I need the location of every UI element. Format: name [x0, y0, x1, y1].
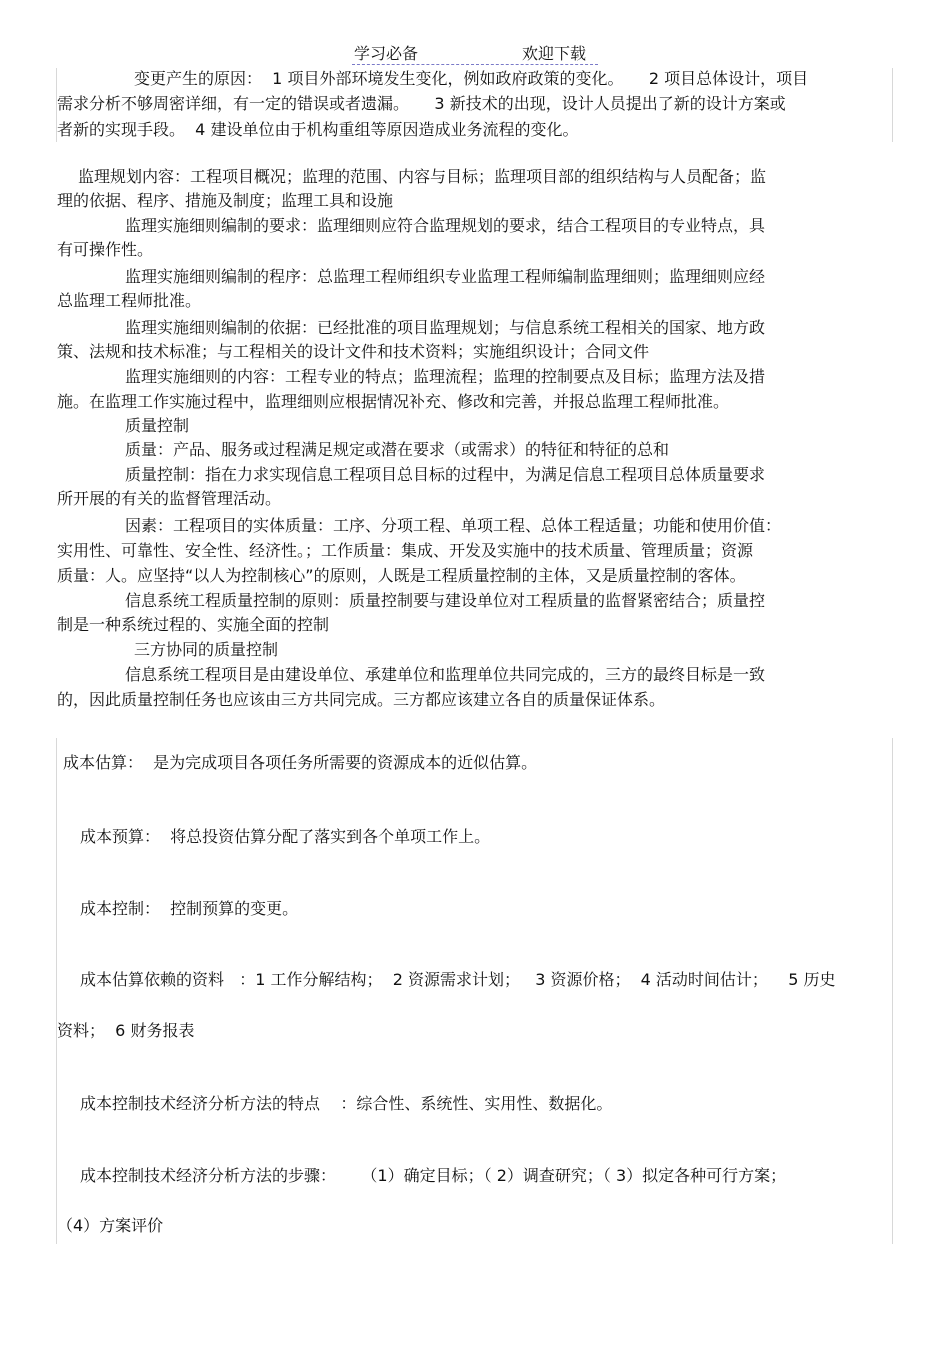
- text-line: 监理实施细则编制的依据：已经批准的项目监理规划；与信息系统工程相关的国家、地方政: [125, 318, 766, 337]
- frame-right-bottom: [892, 738, 893, 1244]
- section-heading: 质量控制: [125, 416, 190, 435]
- text-line: 监理实施细则的内容：工程专业的特点；监理流程；监理的控制要点及目标；监理方法及措: [125, 367, 766, 386]
- text-line: 施。在监理工作实施过程中，监理细则应根据情况补充、修改和完善，并报总监理工程师批准。: [57, 392, 730, 411]
- text-line: 质量：产品、服务或过程满足规定或潜在要求（或需求）的特征和特征的总和: [125, 440, 670, 459]
- header-divider: [352, 64, 598, 65]
- text-line: 质量：人。应坚持“以人为控制核心”的原则，人既是工程质量控制的主体，又是质量控制的客体。: [57, 566, 746, 585]
- text-line: 信息系统工程项目是由建设单位、承建单位和监理单位共同完成的，三方的最终目标是一致: [125, 665, 766, 684]
- section-heading: 三方协同的质量控制: [134, 640, 279, 659]
- header-right-text: 欢迎下载: [522, 44, 587, 63]
- text-line: 制是一种系统过程的、实施全面的控制: [57, 615, 330, 634]
- text-line: 总监理工程师批准。: [57, 291, 202, 310]
- text-line: 成本估算： 是为完成项目各项任务所需要的资源成本的近似估算。: [63, 753, 538, 772]
- text-line: 者新的实现手段。 4 建设单位由于机构重组等原因造成业务流程的变化。: [57, 120, 579, 139]
- text-line: 资料； 6 财务报表: [57, 1021, 195, 1040]
- page-header: [0, 41, 950, 67]
- text-line: 策、法规和技术标准；与工程相关的设计文件和技术资料；实施组织设计；合同文件: [57, 342, 650, 361]
- text-line: 成本控制技术经济分析方法的特点 ：综合性、系统性、实用性、数据化。: [80, 1094, 613, 1113]
- text-line: （4）方案评价: [57, 1216, 164, 1235]
- frame-right-top: [892, 68, 893, 142]
- text-line: 成本预算： 将总投资估算分配了落实到各个单项工作上。: [80, 827, 491, 846]
- text-line: 有可操作性。: [57, 240, 154, 259]
- text-line: 所开展的有关的监督管理活动。: [57, 489, 282, 508]
- text-line: 因素：工程项目的实体质量：工序、分项工程、单项工程、总体工程适量；功能和使用价值：: [125, 516, 782, 535]
- text-line: 监理规划内容：工程项目概况；监理的范围、内容与目标；监理项目部的组织结构与人员配备；监: [78, 167, 767, 186]
- text-line: 成本控制技术经济分析方法的步骤： （1）确定目标；（ 2）调查研究；（ 3）拟定各种可行方案；: [80, 1166, 787, 1185]
- text-line: 需求分析不够周密详细，有一定的错误或者遗漏。 3 新技术的出现，设计人员提出了新的设计方案或: [57, 94, 786, 113]
- text-line: 理的依据、程序、措施及制度；监理工具和设施: [57, 191, 394, 210]
- text-line: 实用性、可靠性、安全性、经济性。；工作质量：集成、开发及实施中的技术质量、管理质量；资源: [57, 541, 754, 560]
- text-line: 信息系统工程质量控制的原则：质量控制要与建设单位对工程质量的监督紧密结合；质量控: [125, 591, 766, 610]
- text-line: 监理实施细则编制的程序：总监理工程师组织专业监理工程师编制监理细则；监理细则应经: [125, 267, 766, 286]
- frame-left-bottom: [56, 738, 57, 1244]
- text-line: 质量控制：指在力求实现信息工程项目总目标的过程中，为满足信息工程项目总体质量要求: [125, 465, 766, 484]
- text-line: 成本控制： 控制预算的变更。: [80, 899, 299, 918]
- text-line: 监理实施细则编制的要求：监理细则应符合监理规划的要求，结合工程项目的专业特点，具: [125, 216, 766, 235]
- header-left-text: 学习必备: [354, 44, 419, 63]
- text-line: 的，因此质量控制任务也应该由三方共同完成。三方都应该建立各自的质量保证体系。: [57, 690, 666, 709]
- text-line: 变更产生的原因： 1 项目外部环境发生变化，例如政府政策的变化。 2 项目总体设计，项目: [134, 69, 809, 88]
- text-line: 成本估算依赖的资料 ：1 工作分解结构； 2 资源需求计划； 3 资源价格； 4 活动时间估计； 5 历史: [80, 970, 836, 989]
